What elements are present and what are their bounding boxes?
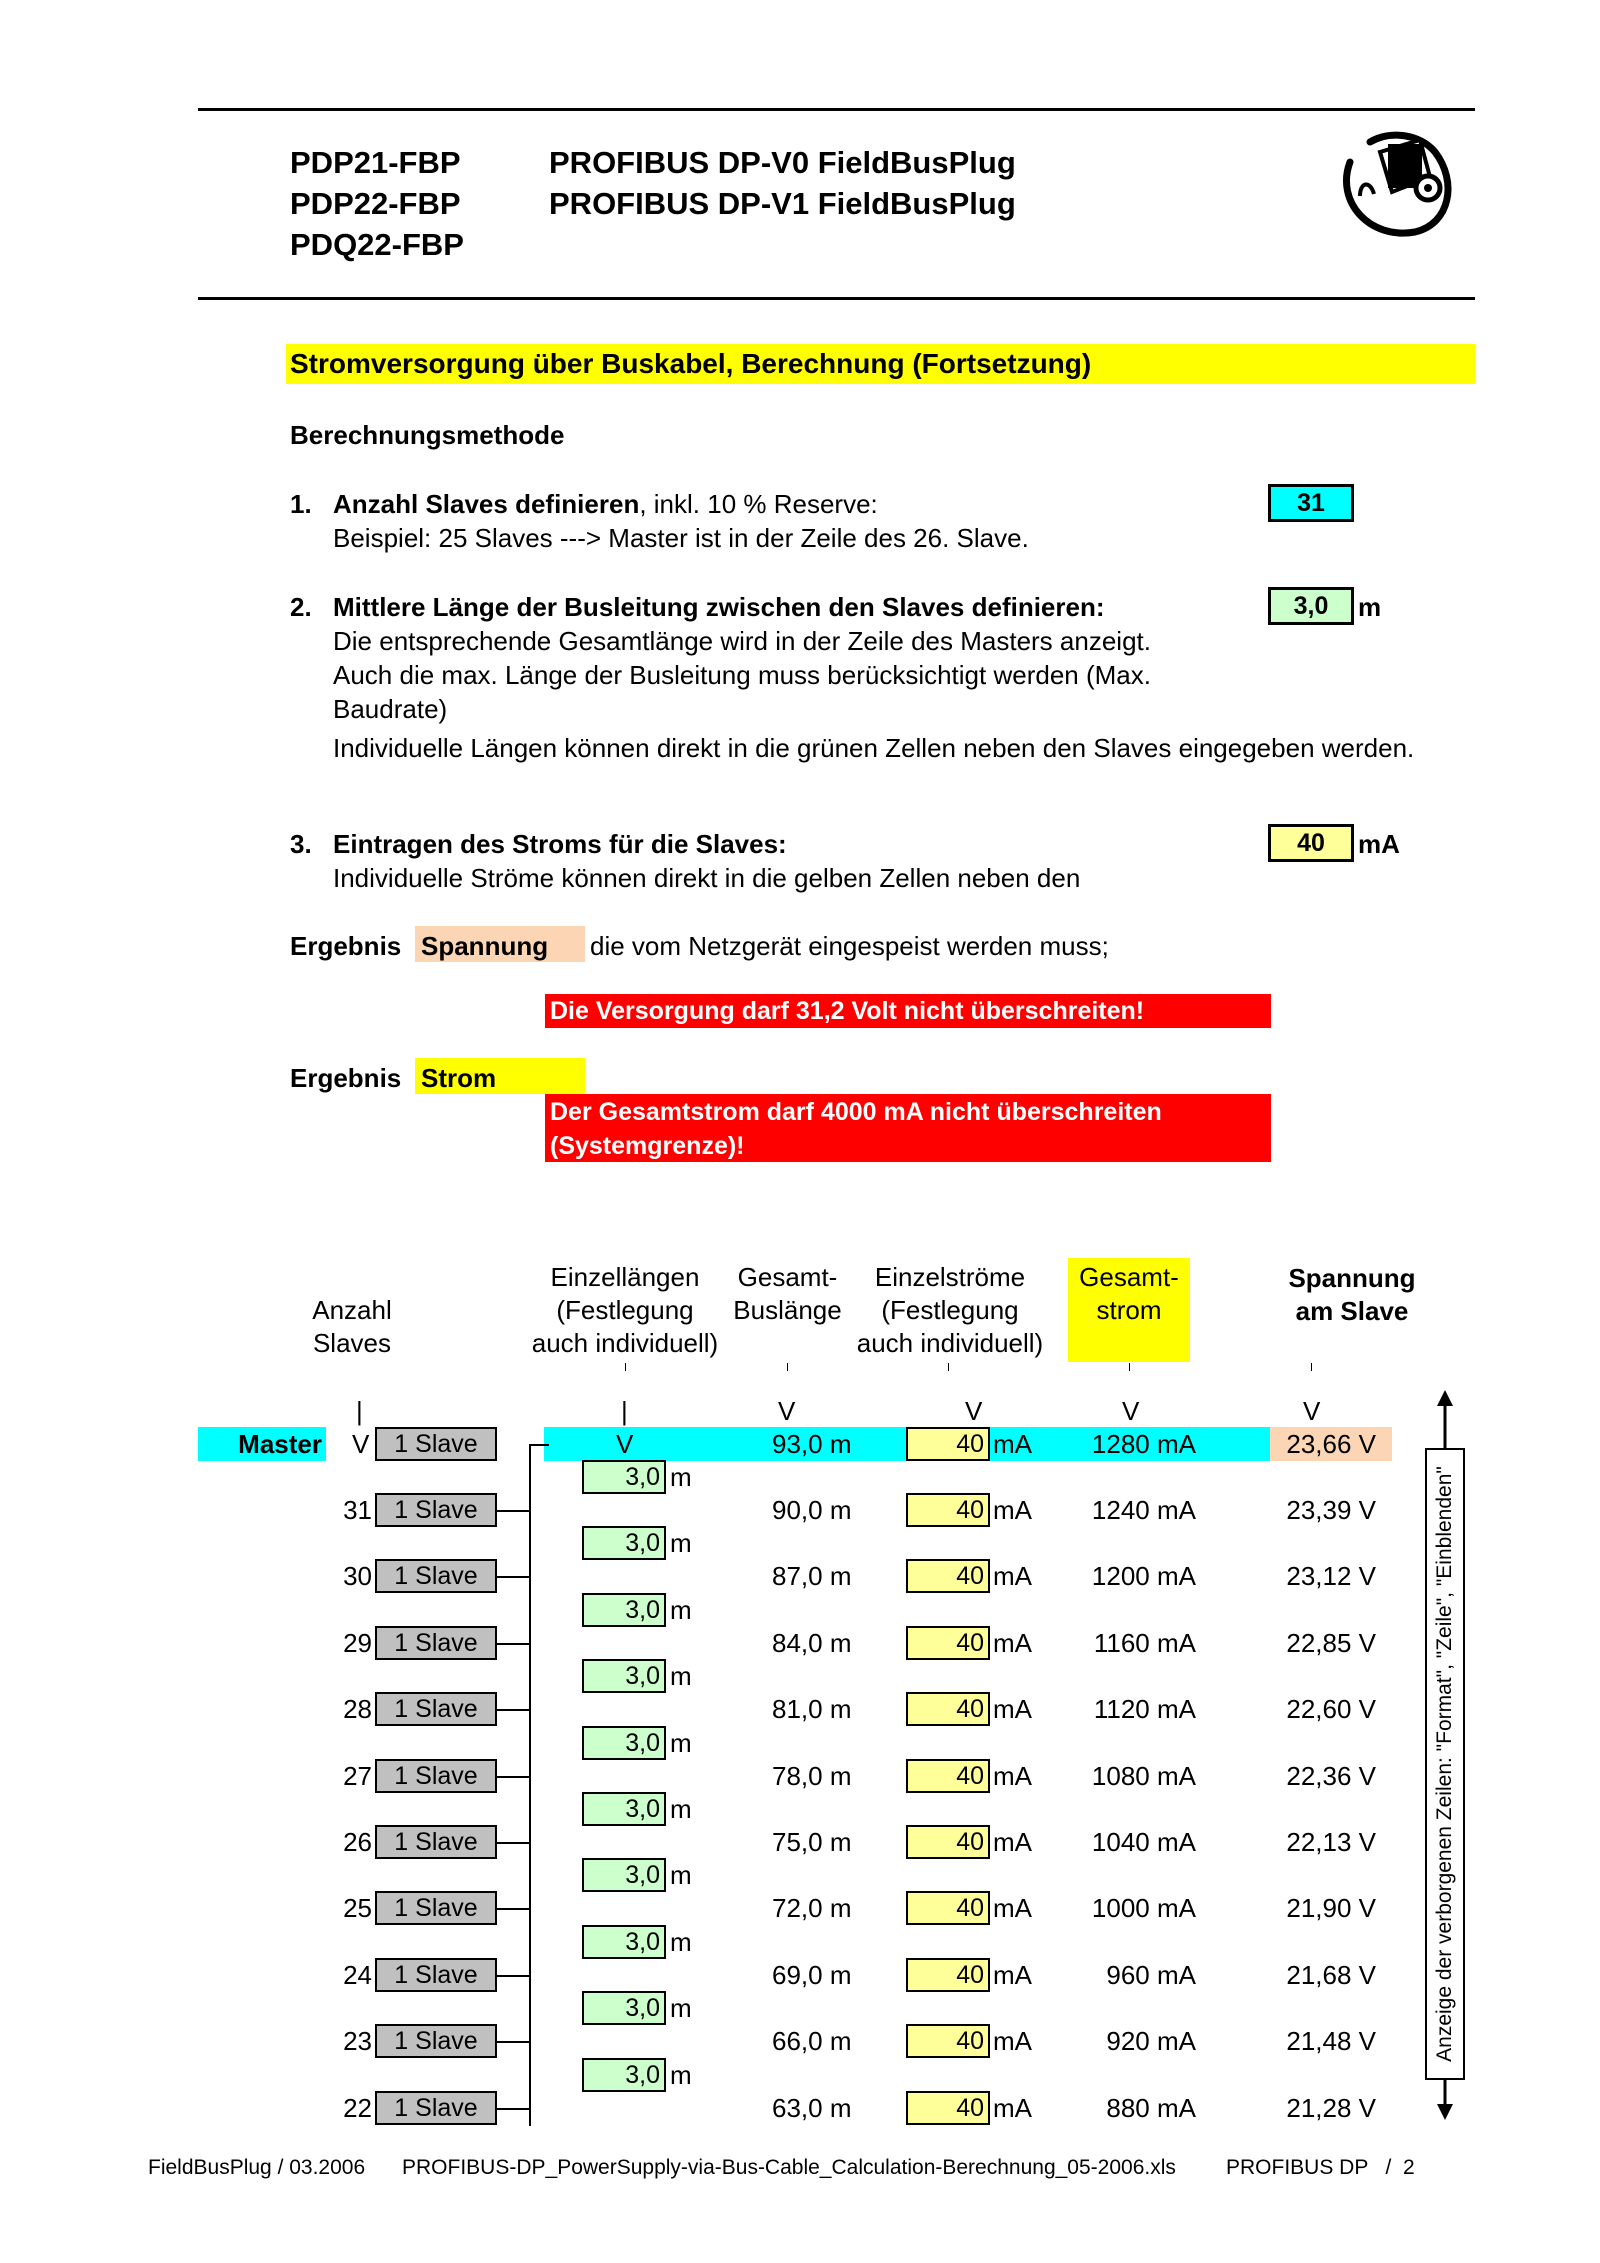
step2-number: 2. [290,592,312,622]
master-total-current: 1280 mA [1091,1429,1196,1459]
slave-voltage: 21,48 V [1286,2026,1376,2056]
slave-current-cell[interactable]: 40 [906,1626,990,1660]
segment-length-cell[interactable]: 3,0 [582,1460,666,1494]
slave-current-unit: mA [993,1561,1032,1591]
cable-length-unit: m [1358,592,1382,622]
segment-length-unit: m [670,1860,692,1890]
method-title: Berechnungsmethode [290,420,565,450]
slave-cell[interactable]: 1 Slave [375,1891,497,1925]
slave-current-cell[interactable]: 40 [906,1493,990,1527]
header-bottom-rule [198,297,1475,300]
col-einzel-l3: auch individuell) [531,1328,719,1358]
slave-number: 28 [343,1694,372,1724]
col-anzahl [292,1294,412,1360]
model-list [290,142,464,265]
col-gesamtstrom-l2: strom [1096,1295,1162,1325]
master-length: 93,0 m [772,1429,852,1459]
col-anzahl-l1: Anzahl [312,1295,392,1325]
col-gesamt-l1: Gesamt- [737,1262,838,1292]
segment-length-unit: m [670,1595,692,1625]
slave-current-cell[interactable]: 40 [906,1759,990,1793]
master-label: Master [238,1429,322,1459]
slave-current-unit: mA [993,1827,1032,1857]
col-einzelstrom-l3: auch individuell) [856,1328,1044,1358]
slave-voltage: 21,28 V [1286,2093,1376,2123]
slave-count-input[interactable]: 31 [1268,484,1354,522]
current-warning-line2: (Systemgrenze)! [550,1132,745,1160]
total-length: 63,0 m [772,2093,852,2123]
slave-connector [497,1510,529,1512]
col-gesamtstrom [1068,1261,1190,1327]
slave-connector [497,1576,529,1578]
segment-length-cell[interactable]: 3,0 [582,1659,666,1693]
slave-number: 26 [343,1827,372,1857]
slave-cell[interactable]: 1 Slave [375,1958,497,1992]
total-length: 78,0 m [772,1761,852,1791]
master-v-marker: V [352,1429,370,1459]
segment-length-unit: m [670,1462,692,1492]
step1-bold: Anzahl Slaves definieren [333,489,640,519]
product-titles [549,142,1016,224]
slave-number: 27 [343,1761,372,1791]
segment-length-unit: m [670,1528,692,1558]
col-einzelstrom-l2: (Festlegung [881,1295,1019,1325]
title-v1: PROFIBUS DP-V1 FieldBusPlug [549,186,1016,221]
segment-length-cell[interactable]: 3,0 [582,1858,666,1892]
tick-einzelstrom [948,1363,949,1371]
marker-v-1: V [778,1396,796,1426]
step3-line2: Individuelle Ströme können direkt in die gelben Zellen neben den [333,863,1081,893]
marker-bar-1: | [356,1396,363,1426]
cable-length-input[interactable]: 3,0 [1268,587,1354,625]
total-length: 84,0 m [772,1628,852,1658]
slave-current-cell[interactable]: 40 [906,1891,990,1925]
slave-cell[interactable]: 1 Slave [375,1825,497,1859]
slave-connector [497,2108,529,2110]
slave-connector [497,1776,529,1778]
total-length: 87,0 m [772,1561,852,1591]
slave-voltage: 21,68 V [1286,1960,1376,1990]
col-gesamt-l2: Buslänge [733,1295,842,1325]
slave-current-unit: mA [993,1694,1032,1724]
step3-title: Eintragen des Stroms für die Slaves: [333,829,787,859]
total-current: 1080 mA [1091,1761,1196,1791]
segment-length-unit: m [670,1728,692,1758]
total-length: 90,0 m [772,1495,852,1525]
segment-length-cell[interactable]: 3,0 [582,1593,666,1627]
footer-file: PROFIBUS-DP_PowerSupply-via-Bus-Cable_Calculation-Berechnung_05-2006.xls [402,2156,1176,2179]
slave-current-unit: mA [993,2026,1032,2056]
model-2: PDP22-FBP [290,186,461,221]
total-length: 81,0 m [772,1694,852,1724]
master-slave-cell[interactable]: 1 Slave [375,1427,497,1461]
slave-current-unit: mA [993,1495,1032,1525]
slave-cell[interactable]: 1 Slave [375,1626,497,1660]
step1-example: Beispiel: 25 Slaves ---> Master ist in der Zeile des 26. Slave. [333,523,1029,553]
segment-length-cell[interactable]: 3,0 [582,2058,666,2092]
slave-current-unit: mA [1358,829,1400,859]
master-current-cell[interactable]: 40 [906,1427,990,1461]
result2-tag: Strom [421,1063,497,1093]
slave-voltage: 21,90 V [1286,1893,1376,1923]
segment-length-cell[interactable]: 3,0 [582,1726,666,1760]
step1-text [333,487,878,521]
col-einzelstrom-l1: Einzelströme [874,1262,1026,1292]
total-current: 1200 mA [1091,1561,1196,1591]
master-v-mid: V [616,1429,634,1459]
slave-number: 29 [343,1628,372,1658]
title-v0: PROFIBUS DP-V0 FieldBusPlug [549,145,1016,180]
master-current-unit: mA [993,1429,1032,1459]
tick-gesamt [787,1363,788,1371]
header-top-rule [198,108,1475,111]
col-spannung [1262,1262,1442,1328]
total-current: 960 mA [1106,1960,1196,1990]
slave-current-cell[interactable]: 40 [906,1692,990,1726]
slave-number: 25 [343,1893,372,1923]
step2-line5: Individuelle Längen können direkt in die grünen Zellen neben den Slaves eingegeben werden. [333,733,1415,763]
step2-line3: Auch die max. Länge der Busleitung muss berücksichtigt werden (Max. [333,660,1151,690]
total-length: 72,0 m [772,1893,852,1923]
slave-current-cell[interactable]: 40 [906,1559,990,1593]
model-1: PDP21-FBP [290,145,461,180]
step3-number: 3. [290,829,312,859]
col-gesamt-buslaenge [720,1261,855,1327]
segment-length-cell[interactable]: 3,0 [582,1792,666,1826]
slave-connector [497,1709,529,1711]
slave-cell[interactable]: 1 Slave [375,2091,497,2125]
step2-title: Mittlere Länge der Busleitung zwischen den Slaves definieren: [333,592,1105,622]
step2-line2: Die entsprechende Gesamtlänge wird in der Zeile des Masters anzeigt. [333,626,1151,656]
col-spannung-l1: Spannung [1288,1263,1416,1293]
slave-number: 22 [343,2093,372,2123]
segment-length-unit: m [670,2060,692,2090]
col-einzel-l1: Einzellängen [550,1262,700,1292]
current-warning-line1: Der Gesamtstrom darf 4000 mA nicht überschreiten [550,1098,1162,1126]
footer-right: PROFIBUS DP / 2 [1226,2156,1415,2179]
slave-voltage: 22,60 V [1286,1694,1376,1724]
tick-einzel [625,1363,626,1371]
slave-number: 31 [343,1495,372,1525]
section-title: Stromversorgung über Buskabel, Berechnung (Fortsetzung) [290,348,1092,379]
step1-number: 1. [290,489,312,519]
tick-gesamtstrom [1129,1363,1130,1371]
slave-voltage: 22,85 V [1286,1628,1376,1658]
slave-cell[interactable]: 1 Slave [375,2024,497,2058]
col-gesamtstrom-l1: Gesamt- [1079,1262,1179,1292]
result2-label: Ergebnis [290,1063,402,1093]
step2-line4: Baudrate) [333,694,448,724]
total-current: 1160 mA [1093,1628,1196,1658]
slave-current-input[interactable]: 40 [1268,824,1354,862]
segment-length-cell[interactable]: 3,0 [582,1526,666,1560]
segment-length-cell[interactable]: 3,0 [582,1925,666,1959]
col-spannung-l2: am Slave [1295,1296,1409,1326]
slave-current-unit: mA [993,1893,1032,1923]
result1-label: Ergebnis [290,931,402,961]
slave-current-unit: mA [993,1628,1032,1658]
bus-line [529,1444,531,2126]
current-warning [550,1095,1162,1163]
model-3: PDQ22-FBP [290,227,464,262]
marker-bar-2: | [621,1396,628,1426]
slave-connector [497,1975,529,1977]
slave-number: 24 [343,1960,372,1990]
voltage-warning: Die Versorgung darf 31,2 Volt nicht überschreiten! [550,997,1145,1025]
result1-tag: Spannung [421,931,549,961]
slave-number: 23 [343,2026,372,2056]
col-anzahl-l2: Slaves [312,1328,392,1358]
slave-current-unit: mA [993,1960,1032,1990]
slave-current-unit: mA [993,2093,1032,2123]
total-current: 1120 mA [1093,1694,1196,1724]
marker-v-2: V [965,1396,983,1426]
slave-voltage: 22,13 V [1286,1827,1376,1857]
footer-left: FieldBusPlug / 03.2006 [148,2156,366,2179]
marker-v-4: V [1303,1396,1321,1426]
total-length: 66,0 m [772,2026,852,2056]
slave-voltage: 23,12 V [1286,1561,1376,1591]
fieldbusplug-logo [1330,122,1460,242]
total-current: 880 mA [1106,2093,1196,2123]
segment-length-unit: m [670,1661,692,1691]
slave-number: 30 [343,1561,372,1591]
slave-voltage: 22,36 V [1286,1761,1376,1791]
master-voltage: 23,66 V [1286,1429,1376,1459]
slave-connector [497,1842,529,1844]
master-connector [529,1444,549,1446]
slave-connector [497,1908,529,1910]
slave-current-cell[interactable]: 40 [906,1825,990,1859]
slave-current-cell[interactable]: 40 [906,1958,990,1992]
slave-cell[interactable]: 1 Slave [375,1692,497,1726]
marker-v-3: V [1122,1396,1140,1426]
slave-cell[interactable]: 1 Slave [375,1493,497,1527]
result1-text: die vom Netzgerät eingespeist werden muss; [590,931,1109,961]
segment-length-cell[interactable]: 3,0 [582,1991,666,2025]
side-note: Anzeige der verborgenen Zeilen: "Format", "Zeile", "Einblenden" [1433,1466,1456,2062]
total-current: 920 mA [1106,2026,1196,2056]
segment-length-unit: m [670,1927,692,1957]
total-current: 1040 mA [1091,1827,1196,1857]
slave-current-cell[interactable]: 40 [906,2024,990,2058]
col-einzellaengen [515,1261,735,1360]
slave-connector [497,1643,529,1645]
tick-spannung [1311,1363,1312,1371]
slave-current-unit: mA [993,1761,1032,1791]
total-current: 1000 mA [1091,1893,1196,1923]
slave-cell[interactable]: 1 Slave [375,1559,497,1593]
col-einzel-l2: (Festlegung [556,1295,694,1325]
segment-length-unit: m [670,1794,692,1824]
step1-rest: , inkl. 10 % Reserve: [639,489,878,519]
slave-cell[interactable]: 1 Slave [375,1759,497,1793]
slave-connector [497,2041,529,2043]
slave-voltage: 23,39 V [1286,1495,1376,1525]
total-current: 1240 mA [1091,1495,1196,1525]
col-einzelstroeme [840,1261,1060,1360]
total-length: 69,0 m [772,1960,852,1990]
total-length: 75,0 m [772,1827,852,1857]
slave-current-cell[interactable]: 40 [906,2091,990,2125]
segment-length-unit: m [670,1993,692,2023]
